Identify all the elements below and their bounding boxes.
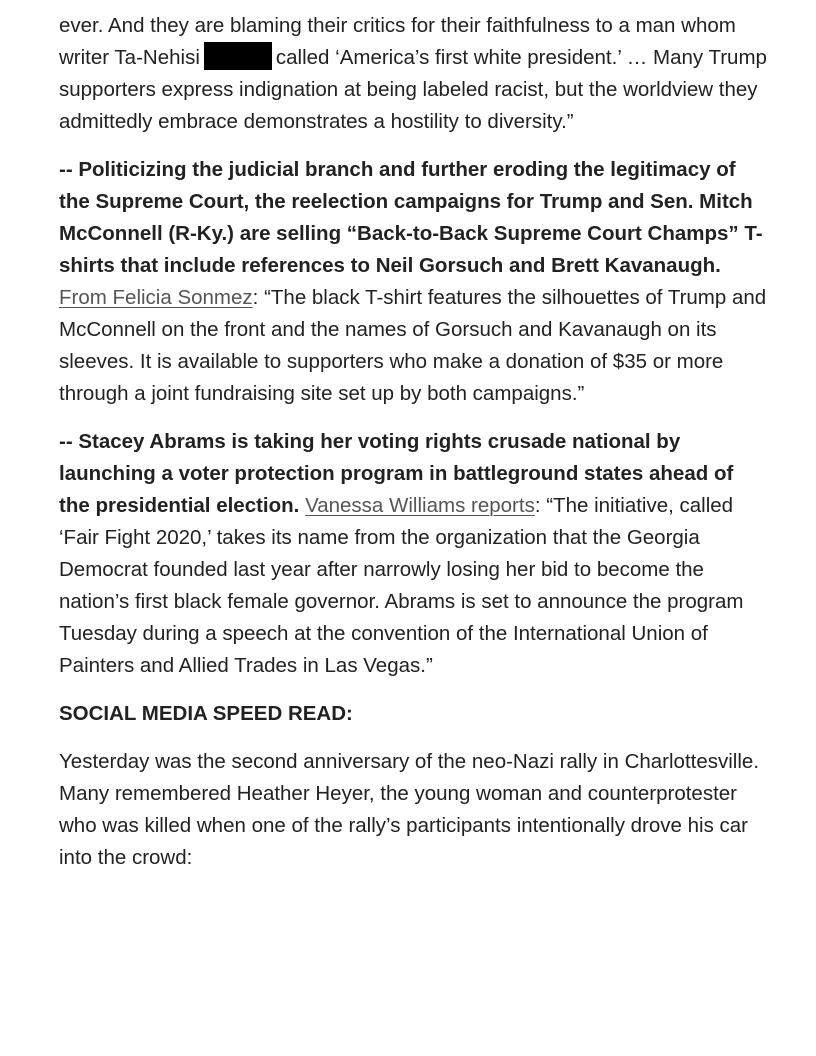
redaction-box [204, 42, 272, 70]
paragraph-charlottesville: Yesterday was the second anniversary of the neo-Nazi rally in Charlottesville. Many remembered Heather Heyer, the young woman and counterprotester who was killed when one of the rally’s participants intentionally drove his car into the crowd: [59, 750, 760, 869]
paragraph-text: : “The black T-shirt features the silhouettes of Trump and McConnell on the front and the names of Gorsuch and Kavanaugh on its sleeves. It is available to supporters who make a donation of $35 or more through a joint fundraising site set up by both campaigns.” [59, 286, 767, 405]
paragraph-text: ever. And they are blaming their critics for their faithfulness to a man whom writer Ta-Nehisi [59, 14, 736, 69]
section-heading: SOCIAL MEDIA SPEED READ: [59, 702, 353, 725]
paragraph-text: called ‘America’s first white president.’ … Many Trump supporters express indignation at being labeled racist, but the worldview they admittedly embrace demonstrates a hostility to diversity.” [59, 46, 767, 133]
link-felicia-sonmez[interactable]: From Felicia Sonmez [59, 286, 253, 309]
bold-lead: -- Politicizing the judicial branch and further eroding the legitimacy of the Supreme Court, the reelection campaigns for Trump and Sen. Mitch McConnell (R-Ky.) are selling “Back-to-Back Supreme Court Champs” T-shirts that include references to Neil Gorsuch and Brett Kavanaugh. [59, 158, 763, 277]
bold-lead: -- Stacey Abrams is taking her voting rights crusade national by launching a voter protection program in battleground states ahead of the presidential election. [59, 430, 734, 517]
document-page [59, 10, 769, 890]
paragraph-tshirts [59, 154, 769, 410]
paragraph-critics [59, 10, 769, 138]
paragraph-abrams [59, 426, 769, 682]
link-vanessa-williams[interactable]: Vanessa Williams reports [305, 494, 535, 517]
paragraph-text: : “The initiative, called ‘Fair Fight 2020,’ takes its name from the organization that the Georgia Democrat founded last year after narrowly losing her bid to become the nation’s first black female governor. Abrams is set to announce the program Tuesday during a speech at the convention of the International Union of Painters and Allied Trades in Las Vegas.” [59, 494, 744, 677]
